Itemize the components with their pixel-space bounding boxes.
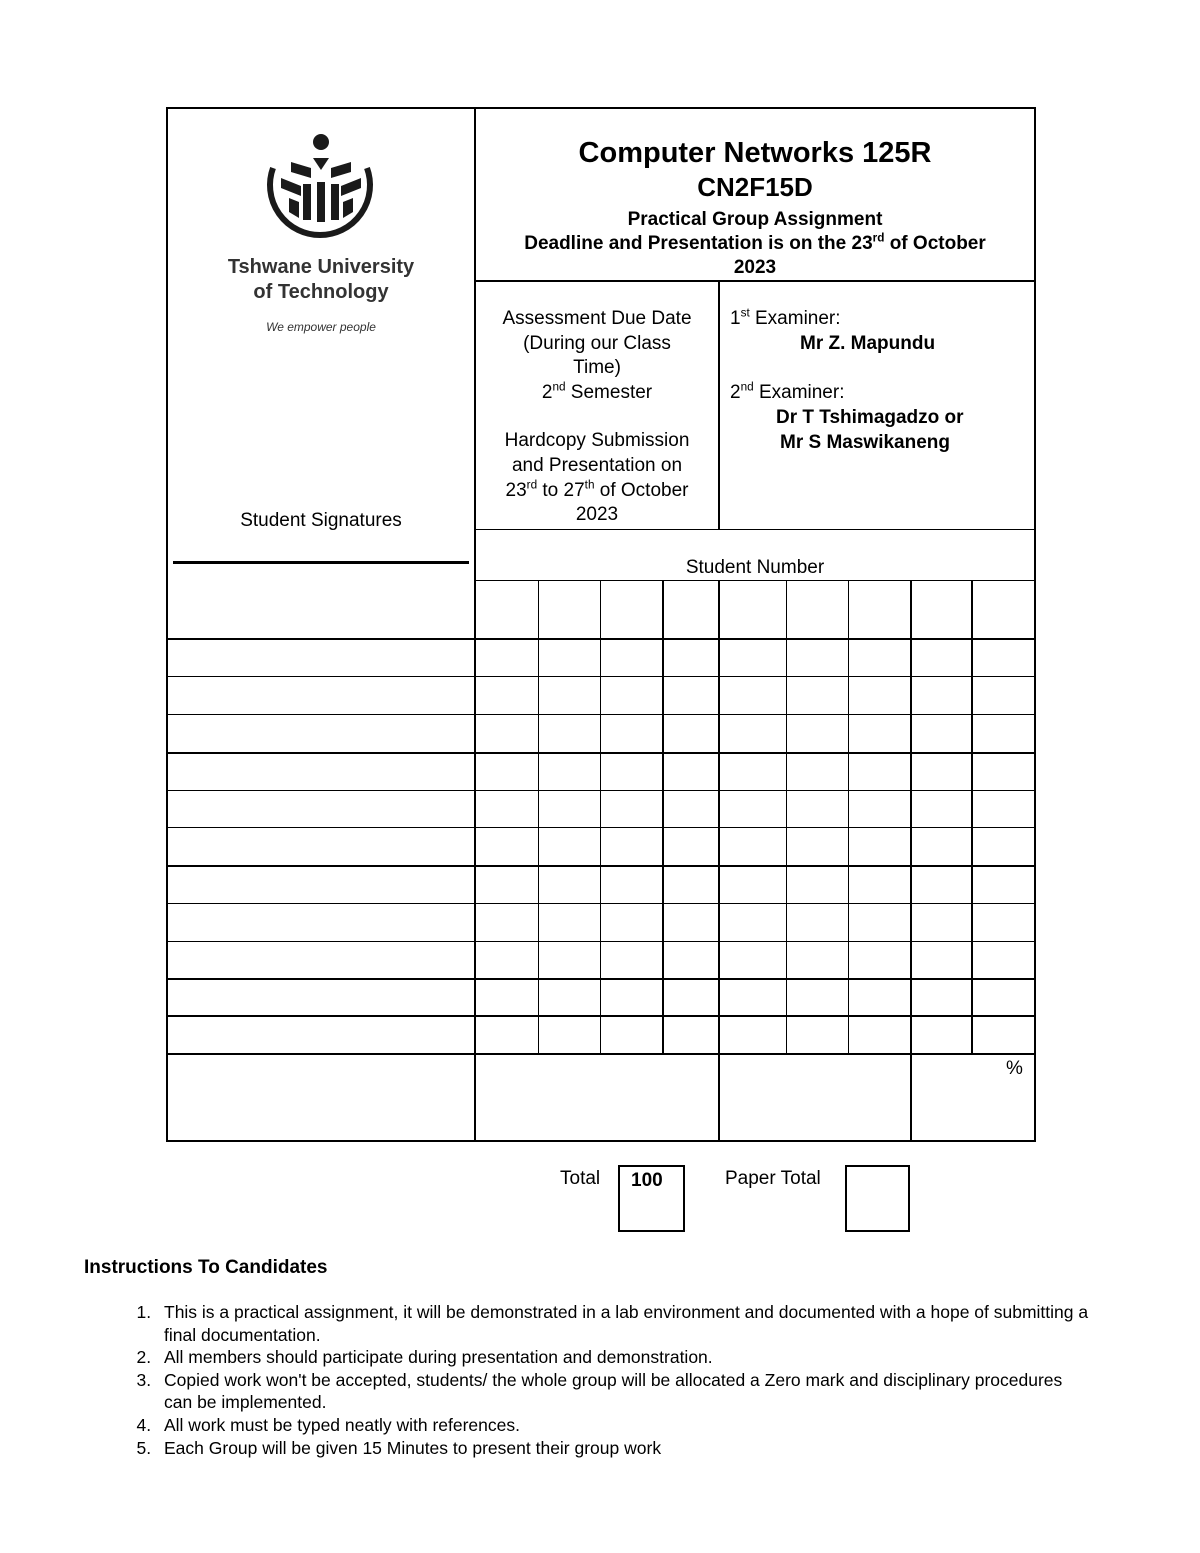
instruction-item: 5. Each Group will be given 15 Minutes to present their group work [156,1437,1094,1460]
header-bottom-border [474,280,1036,282]
student-number-label: Student Number [685,557,825,578]
student-number-top-border [474,529,1036,530]
assessment-due-block [476,307,718,528]
due-examiner-divider [718,280,720,530]
grid-line [166,827,1036,828]
first-examiner-name: Mr Z. Mapundu [800,333,936,354]
logo-emblem-icon [255,128,385,246]
instructions-list [84,1301,1094,1459]
grid-line [166,752,1036,754]
digit-column-line [538,580,539,1054]
first-examiner-label: 1st Examiner: [730,306,841,329]
grid-line [166,676,1036,677]
university-name [196,255,446,305]
digit-column-line [718,580,720,1142]
due-line: (During our Class [523,332,671,354]
second-examiner-label: 2nd Examiner: [730,380,845,403]
paper-total-label: Paper Total [725,1168,821,1189]
university-name-line2: of Technology [253,281,389,303]
digit-column-line [600,580,601,1054]
presentation-dates: 23rd to 27th of October [505,478,689,501]
university-name-line1: Tshwane University [227,256,415,278]
digit-column-line [786,580,787,1054]
paper-total-box[interactable] [845,1165,910,1232]
deadline-year: 2023 [733,257,777,278]
instructions-title: Instructions To Candidates [84,1257,328,1278]
grid-line [166,1015,1036,1017]
digit-column-line [910,580,912,1142]
grid-line [166,638,1036,640]
total-box [618,1165,685,1232]
grid-line [166,865,1036,867]
total-label: Total [560,1168,601,1189]
frame-right-border [1034,107,1036,1142]
course-title: Computer Networks 125R [578,137,932,169]
frame-left-border [166,107,168,1142]
semester-text: 2nd Semester [541,380,653,403]
frame-top-border [166,107,1036,109]
instruction-item: 3. Copied work won't be accepted, students/ the whole group will be allocated a Zero mark and disciplinary procedures can be implemented. [156,1369,1094,1414]
digit-column-line [848,580,849,1054]
grid-line [166,714,1036,715]
instruction-item: 1. This is a practical assignment, it will be demonstrated in a lab environment and documented with a hope of submitting a final documentation. [156,1301,1094,1346]
hardcopy-line: and Presentation on [511,454,683,476]
due-line: Time) [573,357,621,379]
total-value: 100 [631,1170,663,1191]
grid-line [474,580,1036,581]
instruction-item: 4. All work must be typed neatly with references. [156,1414,1094,1437]
digit-column-line [971,580,973,1054]
grid-line [166,1053,1036,1055]
percent-symbol: % [1006,1058,1023,1079]
signature-line [173,561,469,564]
student-signatures-label: Student Signatures [240,510,402,531]
assignment-type: Practical Group Assignment [627,209,883,230]
second-examiner-name-2: Mr S Maswikaneng [780,432,950,453]
course-header [476,136,1034,280]
deadline-text: Deadline and Presentation is on the 23rd of October [524,231,986,254]
hardcopy-line: Hardcopy Submission [504,430,690,452]
grid-line [166,941,1036,942]
frame-bottom-border [166,1140,1036,1142]
grid-line [166,903,1036,904]
grid-line [166,790,1036,791]
grid-line [166,978,1036,980]
course-code: CN2F15D [697,172,813,202]
university-tagline: We empower people [266,320,376,334]
instruction-item: 2. All members should participate during presentation and demonstration. [156,1346,1094,1369]
university-logo [255,128,385,246]
digit-column-line [662,580,664,1054]
due-line: Assessment Due Date [502,308,692,329]
presentation-year: 2023 [575,504,619,526]
second-examiner-name-1: Dr T Tshimagadzo or [776,407,964,428]
